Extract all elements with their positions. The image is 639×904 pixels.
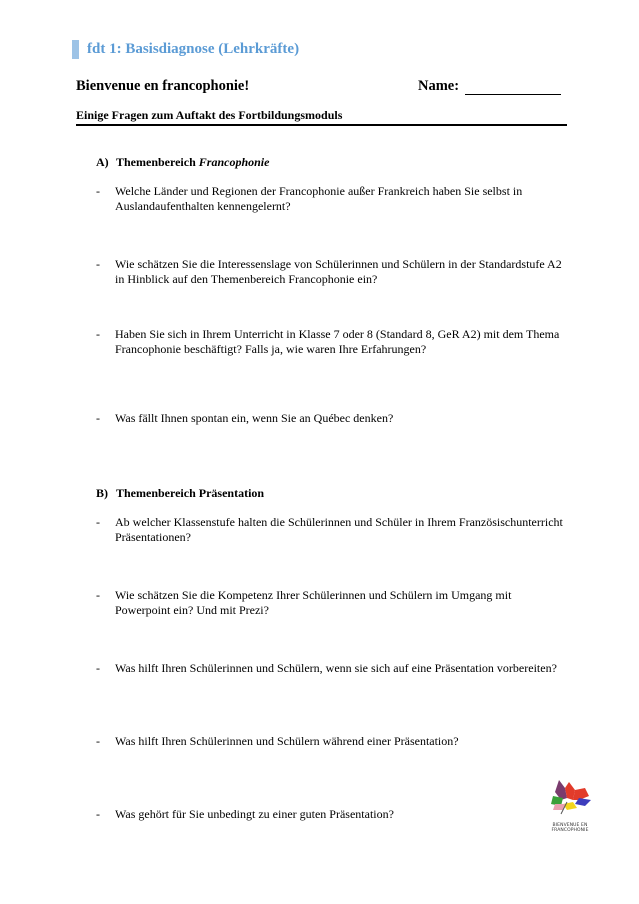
section-title: Themenbereich Präsentation bbox=[116, 486, 265, 500]
name-label: Name: bbox=[418, 78, 460, 94]
question-item bbox=[96, 184, 566, 214]
logo-caption-line-2: FRANCOPHONIE bbox=[551, 828, 589, 833]
bullet-dash: - bbox=[96, 807, 100, 821]
bullet-dash: - bbox=[96, 515, 100, 529]
question-text: Was fällt Ihnen spontan ein, wenn Sie an Québec denken? bbox=[115, 411, 394, 425]
name-field[interactable] bbox=[418, 78, 561, 95]
subtitle: Einige Fragen zum Auftakt des Fortbildungsmoduls bbox=[76, 108, 343, 122]
horizontal-rule bbox=[76, 124, 567, 126]
section-letter: B) bbox=[96, 486, 108, 500]
section-a-heading bbox=[96, 155, 269, 170]
question-item bbox=[96, 734, 566, 749]
question-text: Welche Länder und Regionen der Francophonie außer Frankreich haben Sie selbst in Auslandaufenthalten kennengelernt? bbox=[115, 184, 523, 213]
bullet-dash: - bbox=[96, 327, 100, 341]
question-text: Ab welcher Klassenstufe halten die Schülerinnen und Schüler in Ihrem Französischunterricht Präsentationen? bbox=[115, 515, 563, 544]
question-text: Wie schätzen Sie die Interessenslage von Schülerinnen und Schülern in der Standardstufe A2 in Hinblick auf den Themenbereich Francophonie ein? bbox=[115, 257, 562, 286]
bullet-dash: - bbox=[96, 257, 100, 271]
question-item bbox=[96, 257, 566, 287]
question-item bbox=[96, 327, 566, 357]
bullet-dash: - bbox=[96, 411, 100, 425]
question-item bbox=[96, 588, 566, 618]
header-accent-bar bbox=[72, 40, 79, 59]
question-text: Haben Sie sich in Ihrem Unterricht in Klasse 7 oder 8 (Standard 8, GeR A2) mit dem Thema Francophonie beschäftigt? Falls ja, wie waren Ihre Erfahrungen? bbox=[115, 327, 560, 356]
question-text: Was hilft Ihren Schülerinnen und Schülern während einer Präsentation? bbox=[115, 734, 459, 748]
bullet-dash: - bbox=[96, 588, 100, 602]
section-b-heading bbox=[96, 486, 264, 501]
question-item bbox=[96, 807, 566, 822]
bienvenue-logo bbox=[545, 778, 595, 836]
document-header bbox=[72, 40, 299, 59]
question-item bbox=[96, 661, 566, 676]
section-title: Themenbereich bbox=[116, 155, 199, 169]
bullet-dash: - bbox=[96, 734, 100, 748]
name-blank-line[interactable] bbox=[465, 79, 561, 95]
question-item bbox=[96, 411, 566, 426]
section-letter: A) bbox=[96, 155, 109, 169]
question-text: Was hilft Ihren Schülerinnen und Schülern, wenn sie sich auf eine Präsentation vorbereiten? bbox=[115, 661, 557, 675]
bullet-dash: - bbox=[96, 184, 100, 198]
maple-leaf-logo-icon bbox=[545, 778, 595, 818]
bullet-dash: - bbox=[96, 661, 100, 675]
logo-caption-line-1: BIENVENUE EN bbox=[552, 823, 588, 828]
question-item bbox=[96, 515, 566, 545]
question-text: Wie schätzen Sie die Kompetenz Ihrer Schülerinnen und Schülern im Umgang mit Powerpoint ein? Und mit Prezi? bbox=[115, 588, 512, 617]
section-title-italic: Francophonie bbox=[198, 155, 270, 169]
document-title: fdt 1: Basisdiagnose (Lehrkräfte) bbox=[87, 41, 300, 57]
welcome-heading: Bienvenue en francophonie! bbox=[76, 78, 250, 94]
question-text: Was gehört für Sie unbedingt zu einer guten Präsentation? bbox=[115, 807, 394, 821]
